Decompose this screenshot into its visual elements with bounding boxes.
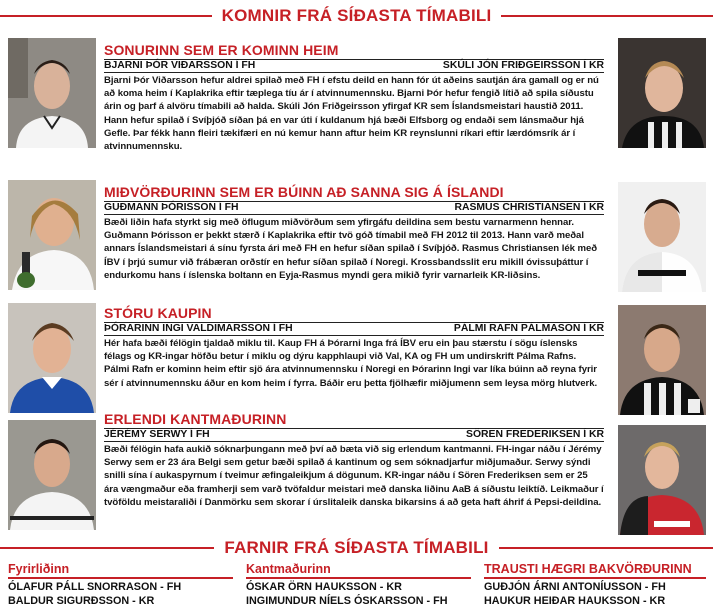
photo-bjarni-thor <box>8 38 96 148</box>
departed-player: ÓSKAR ÖRN HAUKSSON - KR <box>246 581 402 593</box>
story-body: Bjarni Þór Viðarsson hefur aldrei spilað með FH í efstu deild en hann fór út aðeins sautján ára gamall og er nú að koma heim í Kaplakrika eftir tæplega tíu ár í atvinnumennsku. Bjarni Þór hefur fengið lítið að spila síðustu árin og þarf á alvöru tímabili að halda. Skúli Jón Friðgeirsson yfirgaf KR sem Íslandsmeistari haustið 2011. Hann hefur spilað í Svíþjóð síðan þá en var úti í kuldanum hjá bæði Elfsborg og endaði sem lánsmaður hjá Gefle. Þar fékk hann fleiri tækifæri en nú kemur hann aftur heim KR reynslunni ríkari eftir lærdómsrík ár í atvinnumennsku. <box>104 75 599 153</box>
story-foreign-winger <box>104 411 604 509</box>
player-right-name: SÖREN FREDERIKSEN Í KR <box>466 429 604 440</box>
story-body: Bæði félögin hafa aukið sóknarþungann með því að bæta við sig erlendum kantmanni. FH-ingar náðu í Jérémy Serwy sem er 23 ára Belgi sem getur bæði spilað á kantinum og sem sóknadjarfur miðjumaður. Serwy sýndi snilli sína í aukaspyrnum í tveimur æfingaleikjum á dögunum. KR-ingar náðu í Sören Frederiksen sem er 25 ára vængmaður eða framherji sem varð tvöfaldur meistari með danska liðinu AaB á síðustu leiktíð. Leikmaður í tvöföldu meistaraliði í Danmörku sem skorar í úrslitaleik danska bikarsins á að geta haft áhrif á Pepsi-deildina. <box>104 444 604 508</box>
departed-title: FARNIR FRÁ SÍÐASTA TÍMABILI <box>224 538 489 557</box>
story-names <box>104 201 604 215</box>
player-right-name: RASMUS CHRISTIANSEN Í KR <box>454 202 604 213</box>
story-homecoming <box>104 42 604 153</box>
player-left-name: JÉRÉMY SERWY Í FH <box>104 429 210 440</box>
player-left-name: GUÐMANN ÞÓRISSON Í FH <box>104 202 239 213</box>
story-headline: ERLENDI KANTMAÐURINN <box>104 411 287 427</box>
departed-column-captain <box>8 562 233 608</box>
story-names <box>104 59 604 73</box>
departed-banner <box>0 537 713 559</box>
story-headline: SONURINN SEM ER KOMINN HEIM <box>104 42 339 58</box>
player-left-name: BJARNI ÞÓR VIÐARSSON Í FH <box>104 60 256 71</box>
departed-player: HAUKUR HEIÐAR HAUKSSON - KR <box>484 594 666 607</box>
story-headline: MIÐVÖRÐURINN SEM ER BÚINN AÐ SANNA SIG Á ÍSLANDI <box>104 184 504 200</box>
departed-column-rule <box>8 577 233 579</box>
departed-column-winger <box>246 562 471 608</box>
photo-skuli-jon <box>618 38 706 148</box>
departed-player: BALDUR SIGURÐSSON - KR <box>8 594 155 607</box>
story-big-signings <box>104 305 604 390</box>
story-headline: STÓRU KAUPIN <box>104 305 212 321</box>
photo-rasmus <box>618 182 706 292</box>
departed-rule-left <box>0 547 214 549</box>
departed-player: ÓLAFUR PÁLL SNORRASON - FH <box>8 581 182 593</box>
departed-column-head: Fyrirliðinn <box>8 562 70 576</box>
departed-player: GUÐJÓN ÁRNI ANTONÍUSSON - FH <box>484 581 666 593</box>
player-right-name: SKÚLI JÓN FRIÐGEIRSSON Í KR <box>442 60 604 71</box>
photo-palmi-rafn <box>618 305 706 415</box>
story-body: Hér hafa bæði félögin tjaldað miklu til. Kaup FH á Þórarni Inga frá ÍBV eru ein þau stærstu í sögu íslensks félags og KR-ingar höfðu betur í miklu og dýru kapphlaupi við Val, KA og FH um undirskrift Pálma Rafns. Pálmi Rafn er kominn heim eftir sjö ára atvinnumennsku í Noregi en Þórarinn Ingi var líka búinn að reyna fyrir sér í atvinnumennsku áður en kom heim í fyrra. Báðir eru þetta fjölhæfir miðjumenn sem leysa mörg hlutverk. <box>104 338 598 389</box>
departed-column-rule <box>246 577 471 579</box>
photo-gudmann <box>8 180 96 290</box>
departed-column-right-back <box>484 562 706 608</box>
departed-column-head: Kantmaðurinn <box>246 562 331 576</box>
story-body: Bæði liðin hafa styrkt sig með öflugum miðvörðum sem yfirgáfu deildina sem bestu varnarmenn hennar. Guðmann Þórisson er þekkt stærð í Kaplakrika eftir tvö góð tímabil með FH 2012 til 2013. Hann varð meðal annars Íslandsmeistari á sínu fyrsta ári með FH en hefur síðan spilað í Svíþjóð. Rasmus Christiansen lék með ÍBV í þrjú sumur við frábæran orðstír en hefur síðan spilað í Noregi. Krossbandsslit eru mikill óvissuþáttur í endurkomu hans í íslenska boltann en Eyja-Rasmus myndi gera mikið fyrir varnarleik KR-liðsins. <box>104 217 598 281</box>
photo-jeremy-serwy <box>8 420 96 530</box>
story-names <box>104 428 604 442</box>
departed-player: INGIMUNDUR NÍELS ÓSKARSSON - FH <box>246 594 448 607</box>
player-left-name: ÞÓRARINN INGI VALDIMARSSON Í FH <box>104 323 293 334</box>
header-banner <box>0 5 713 27</box>
departed-column-rule <box>484 577 706 579</box>
departed-rule-right <box>499 547 713 549</box>
story-names <box>104 322 604 336</box>
departed-column-head: TRAUSTI HÆGRI BAKVÖRÐURINN <box>484 562 692 576</box>
header-rule-left <box>0 15 212 17</box>
header-rule-right <box>501 15 713 17</box>
photo-soren-frederiksen <box>618 425 706 535</box>
page-title: KOMNIR FRÁ SÍÐASTA TÍMABILI <box>221 6 492 25</box>
story-centre-back <box>104 184 604 282</box>
player-right-name: PÁLMI RAFN PÁLMASON Í KR <box>453 323 604 334</box>
photo-thorarinn <box>8 303 96 413</box>
